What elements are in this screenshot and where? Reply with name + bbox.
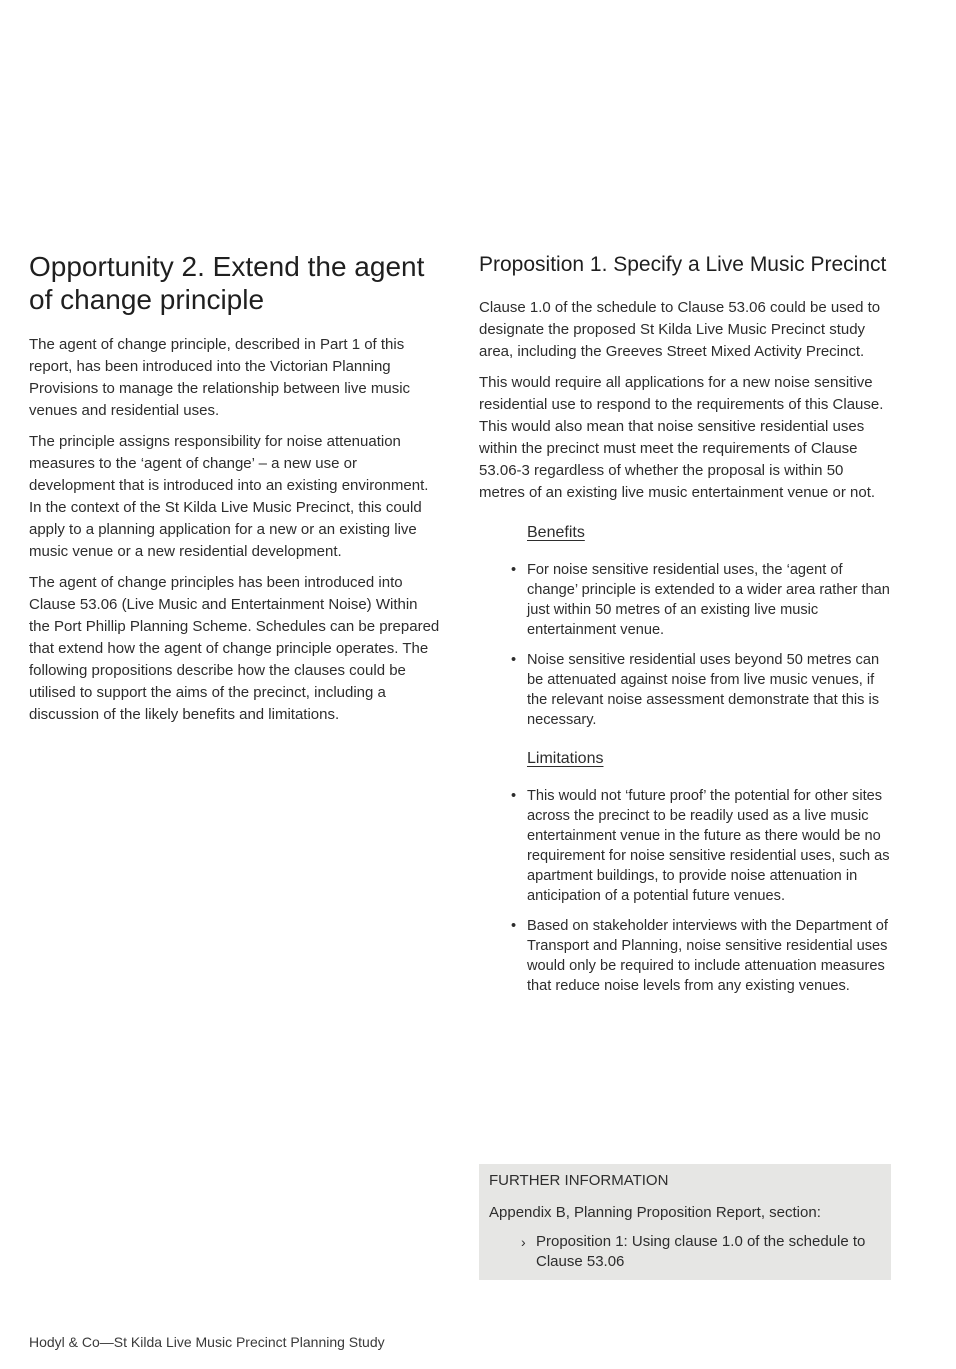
benefits-section	[511, 522, 893, 996]
page-footer: Hodyl & Co—St Kilda Live Music Precinct Planning Study	[29, 1334, 385, 1350]
further-information-item-text: Proposition 1: Using clause 1.0 of the schedule to Clause 53.06	[536, 1233, 866, 1270]
list-item	[511, 786, 893, 906]
further-information-title: FURTHER INFORMATION	[489, 1172, 669, 1189]
list-item-text: Based on stakeholder interviews with the Department of Transport and Planning, noise sensitive residential uses would only be required to include attenuation measures that reduce noise levels from any existing venues.	[527, 918, 888, 994]
right-paragraph-2: This would require all applications for a new noise sensitive residential use to respond to the requirements of this Clause. This would also mean that noise sensitive residential uses within the precinct must meet the requirements of Clause 53.06-3 regardless of whether the proposal is within 50 metres of an existing live music entertainment venue or not.	[479, 374, 884, 501]
further-information-box	[479, 1164, 891, 1280]
bullet-icon: •	[511, 918, 517, 934]
bullet-icon: •	[511, 788, 517, 804]
list-item	[511, 916, 893, 996]
benefits-list	[511, 560, 893, 730]
further-information-item	[521, 1232, 881, 1272]
right-paragraph-1: Clause 1.0 of the schedule to Clause 53.06 could be used to designate the proposed St Kilda Live Music Precinct study area, including the Greeves Street Mixed Activity Precinct.	[479, 299, 881, 360]
list-item-text: This would not ‘future proof’ the potential for other sites across the precinct to be readily used as a live music entertainment venue in the future as there would be no requirement for noise sensitive residential uses, such as apartment buildings, to provide noise attenuation in anticipation of a potential future venues.	[527, 788, 890, 904]
list-item	[511, 560, 893, 640]
list-item	[511, 650, 893, 730]
bullet-icon: •	[511, 562, 517, 578]
left-paragraph-3: The agent of change principles has been introduced into Clause 53.06 (Live Music and Entertainment Noise) Within the Port Phillip Planning Scheme. Schedules can be prepared that extend how the agent of change principle operates. The following propositions describe how the clauses could be utilised to support the aims of the precinct, including a discussion of the likely benefits and limitations.	[29, 574, 440, 723]
list-item-text: Noise sensitive residential uses beyond 50 metres can be attenuated against noise from live music venues, if the relevant noise assessment demonstrate that this is necessary.	[527, 652, 880, 728]
benefits-heading: Benefits	[527, 524, 585, 541]
proposition-title: Proposition 1. Specify a Live Music Precinct	[479, 253, 887, 276]
left-paragraph-2: The principle assigns responsibility for noise attenuation measures to the ‘agent of change’ – a new use or development that is introduced into an existing environment. In the context of the St Kilda Live Music Precinct, this could apply to a planning application for a new or an existing live music venue or a new residential development.	[29, 433, 429, 560]
limitations-heading: Limitations	[527, 750, 604, 767]
further-information-text: Appendix B, Planning Proposition Report, section:	[489, 1204, 821, 1221]
bullet-icon: •	[511, 652, 517, 668]
right-column	[479, 251, 893, 1006]
left-column	[29, 250, 441, 735]
limitations-list	[511, 786, 893, 996]
left-paragraph-1: The agent of change principle, described in Part 1 of this report, has been introduced into the Victorian Planning Provisions to manage the relationship between live music venues and residential uses.	[29, 336, 411, 419]
chevron-right-icon: ›	[521, 1234, 526, 1250]
list-item-text: For noise sensitive residential uses, the ‘agent of change’ principle is extended to a wider area rather than just within 50 metres of an existing live music entertainment venue.	[527, 562, 890, 638]
opportunity-title: Opportunity 2. Extend the agent of change principle	[29, 251, 425, 315]
